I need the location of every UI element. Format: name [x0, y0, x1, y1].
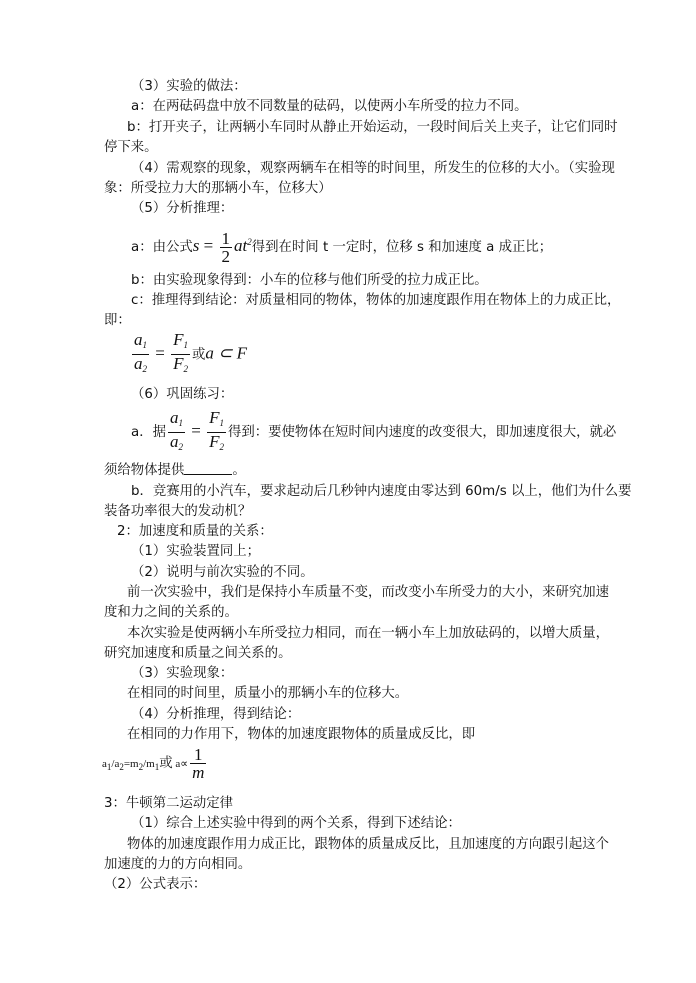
text-line: b．竞赛用的小汽车，要求起动后几秒钟内速度由零达到 60m/s 以上，他们为什么要	[131, 484, 632, 499]
text-line: 研究加速度和质量之间关系的。	[104, 646, 292, 661]
formula-sign: =	[187, 421, 206, 440]
fraction-numerator: $F_1$	[209, 407, 224, 428]
formula-proportional: a∝	[172, 758, 189, 770]
text-line: 加速度的力的方向相同。	[104, 857, 252, 872]
text-line: （3）实验现象：	[131, 666, 234, 681]
formula-inverse-ratio: $a_1/a_2=m_2/m_1$	[102, 758, 160, 772]
text-fragment: 或	[191, 347, 206, 363]
fraction-one-over-m	[190, 746, 206, 781]
text-line: 本次实验是使两辆小车所受拉力相同，而在一辆小车上加放砝码的，以增大质量，	[127, 626, 610, 641]
formula-line	[102, 741, 208, 790]
fraction-numerator: 1	[221, 228, 230, 248]
text-line: （6）巩固练习：	[131, 387, 234, 402]
fraction-f	[207, 409, 226, 456]
text-line: 装备功率很大的发动机？	[104, 504, 252, 519]
formula-displacement: s	[192, 236, 200, 255]
text-line: （5）分析推理：	[131, 201, 234, 216]
fraction-denominator: $a_2$	[132, 354, 149, 378]
text-line: a：在两砝码盘中放不同数量的砝码，以使两小车所受的拉力不同。	[131, 99, 528, 114]
text-fragment: 须给物体提供	[104, 463, 185, 478]
text-fragment: a．据	[131, 425, 166, 440]
fraction-numerator: $a_1$	[134, 330, 147, 350]
text-line: （1）综合上述实验中得到的两个关系，得到下述结论：	[131, 816, 461, 831]
text-line: （4）需观察的现象，观察两辆车在相等的时间里，所发生的位移的大小。（实验现	[131, 161, 615, 176]
formula-term: $at^2$	[234, 236, 252, 255]
text-line: （1）实验装置同上；	[131, 544, 261, 559]
text-line: 即：	[104, 313, 131, 328]
formula-line	[131, 222, 552, 268]
formula-proportional: a ⊂ F	[205, 343, 248, 363]
text-line: （4）分析推理，得到结论：	[131, 707, 301, 722]
fraction-denominator: 2	[221, 246, 230, 266]
text-line: 在相同的时间里，质量小的那辆小车的位移大。	[127, 686, 409, 701]
fraction-numerator: $F_1$	[173, 330, 188, 350]
text-line: 物体的加速度跟作用力成正比，跟物体的质量成反比，且加速度的方向跟引起这个	[127, 837, 610, 852]
section-heading: 2：加速度和质量的关系：	[117, 524, 273, 539]
text-line	[104, 462, 246, 480]
fraction-a	[168, 409, 185, 456]
text-line: b：由实验现象得到：小车的位移与他们所受的拉力成正比。	[131, 273, 488, 288]
fraction-denominator: $a_2$	[168, 432, 185, 456]
text-fragment: 得到在时间 t 一定时，位移 s 和加速度 a 成正比；	[251, 240, 553, 255]
text-line: 度和力之间的关系的。	[104, 605, 238, 620]
text-line: c：推理得到结论：对质量相同的物体，物体的加速度跟作用在物体上的力成正比，	[131, 293, 621, 308]
text-line: 前一次实验中，我们是保持小车质量不变，而改变小车所受力的大小，来研究加速	[127, 585, 610, 600]
text-fragment: 。	[232, 463, 246, 478]
text-line: （2）公式表示：	[104, 877, 207, 892]
section-heading: 3：牛顿第二运动定律	[104, 796, 234, 811]
fraction-half	[220, 230, 233, 265]
formula-line	[131, 408, 616, 456]
fraction-denominator: m	[192, 762, 205, 782]
formula-ratio	[130, 331, 247, 378]
fraction-denominator: $F_2$	[207, 432, 226, 456]
answer-blank	[184, 462, 232, 475]
formula-sign: =	[151, 343, 170, 363]
fraction-a	[132, 331, 149, 378]
text-line: （3）实验的做法：	[131, 79, 247, 94]
fraction-numerator: 1	[194, 744, 203, 764]
text-line: 象：所受拉力大的那辆小车，位移大）	[104, 181, 332, 196]
fraction-f	[171, 331, 190, 378]
text-line: 停下来。	[104, 140, 158, 155]
formula-sign: =	[199, 236, 218, 255]
text-fragment: a：由公式	[131, 240, 193, 255]
text-line: b：打开夹子，让两辆小车同时从静止开始运动，一段时间后关上夹子，让它们同时	[127, 120, 618, 135]
text-line: （2）说明与前次实验的不同。	[131, 565, 314, 580]
text-line: 在相同的力作用下，物体的加速度跟物体的质量成反比，即	[127, 727, 476, 742]
text-fragment: 得到：要使物体在短时间内速度的改变很大，即加速度很大，就必	[227, 425, 617, 440]
fraction-numerator: $a_1$	[170, 407, 183, 428]
fraction-denominator: $F_2$	[171, 354, 190, 378]
text-fragment: 或	[159, 756, 173, 771]
